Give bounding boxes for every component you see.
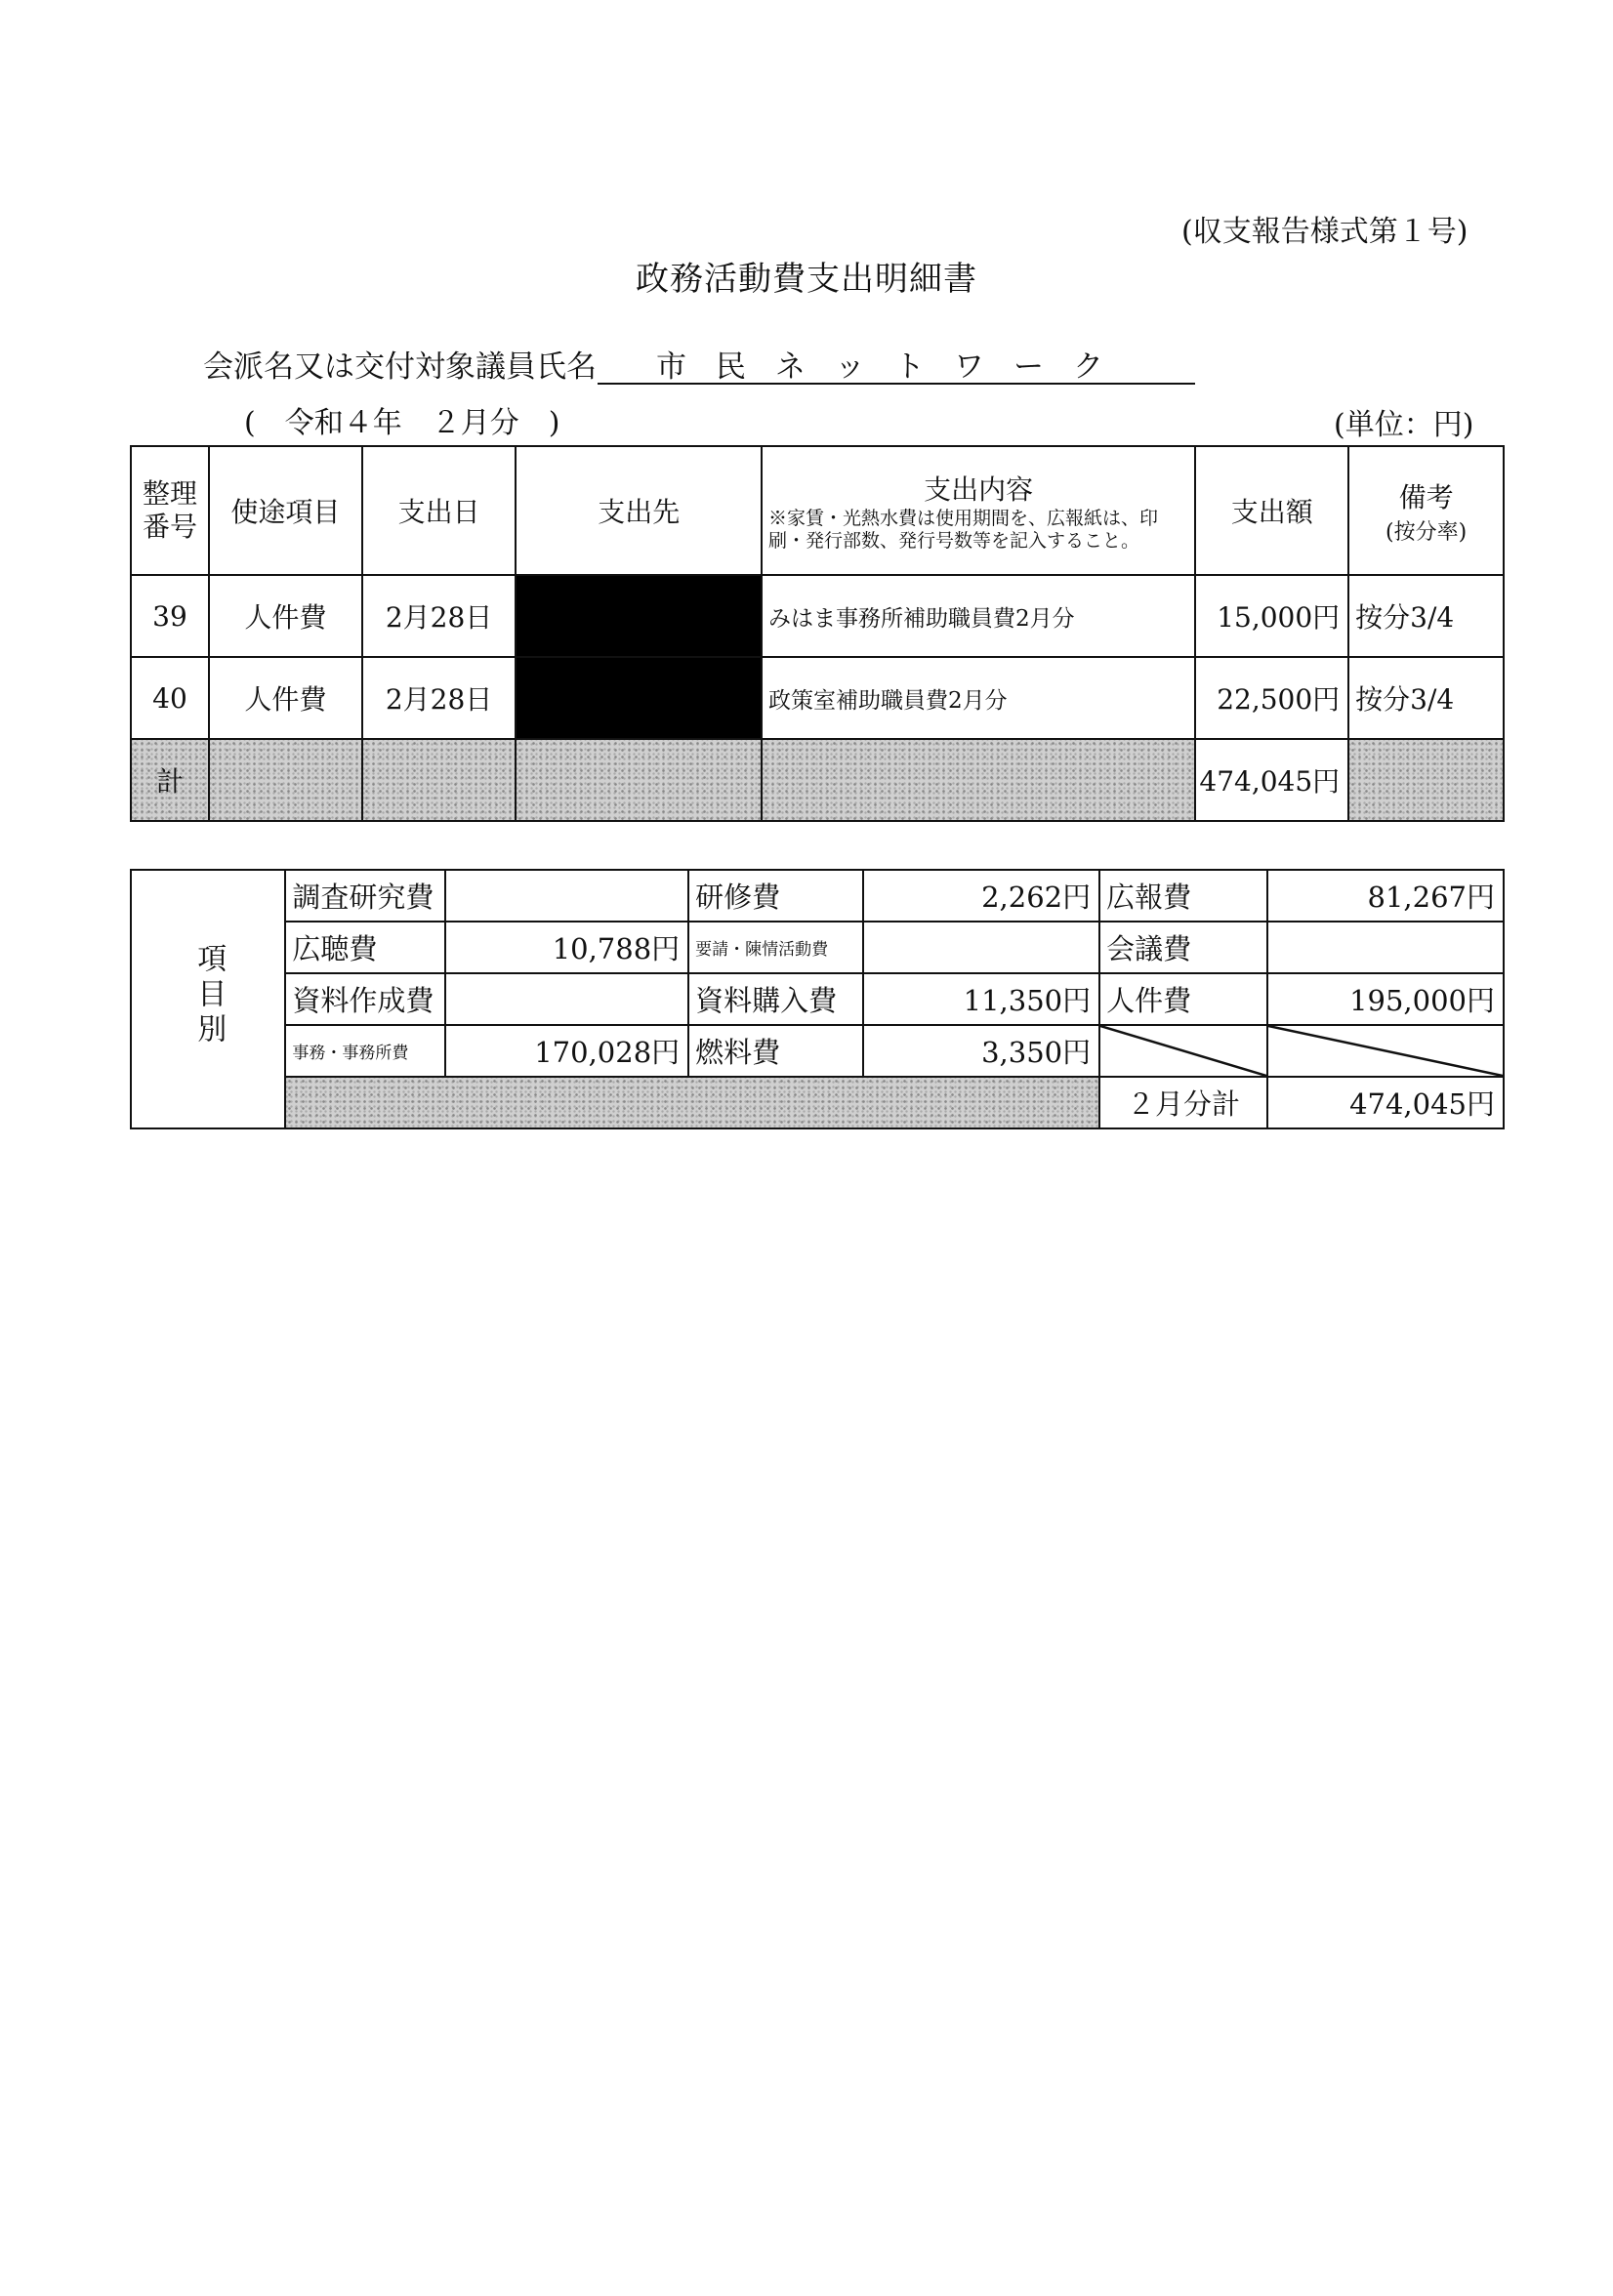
shaded-cell: [209, 739, 362, 821]
header-content: [762, 446, 1195, 575]
category-value: [445, 973, 688, 1025]
document-title: 政務活動費支出明細書: [636, 260, 977, 299]
shaded-cell: [362, 739, 517, 821]
redacted-payee: [516, 575, 762, 657]
expense-table: [130, 445, 1505, 822]
reporting-period: ( 令和４年 ２月分 ): [244, 406, 560, 440]
shaded-cell: [516, 739, 762, 821]
shaded-cell: [285, 1077, 1099, 1128]
category-value: 3,350円: [863, 1025, 1099, 1077]
category-label: 広聴費: [285, 922, 444, 973]
category-value: 11,350円: [863, 973, 1099, 1025]
category-row: [131, 870, 1504, 922]
category-value: [445, 870, 688, 922]
diagonal-blank-cell: [1099, 1025, 1267, 1077]
category-value: 2,262円: [863, 870, 1099, 922]
category-total-row: [131, 1077, 1504, 1128]
form-number: (収支報告様式第１号): [1181, 215, 1468, 249]
row-content: 政策室補助職員費2月分: [762, 657, 1195, 739]
category-row: [131, 922, 1504, 973]
unit-label: (単位：円): [1334, 408, 1474, 442]
category-side-label: 項目別: [131, 870, 285, 1128]
row-number: 39: [131, 575, 209, 657]
category-value: 10,788円: [445, 922, 688, 973]
redacted-payee: [516, 657, 762, 739]
header-content-title: 支出内容: [924, 473, 1034, 507]
expense-header-row: [131, 446, 1504, 575]
row-amount: 22,500円: [1195, 657, 1348, 739]
header-date: 支出日: [362, 446, 517, 575]
row-number: 40: [131, 657, 209, 739]
category-label: 資料作成費: [285, 973, 444, 1025]
category-label: 広報費: [1099, 870, 1267, 922]
row-date: 2月28日: [362, 575, 517, 657]
month-total-label: ２月分計: [1099, 1077, 1267, 1128]
row-category: 人件費: [209, 657, 362, 739]
month-total-value: 474,045円: [1267, 1077, 1504, 1128]
header-number: 整理番号: [131, 446, 209, 575]
total-row: [131, 739, 1504, 821]
category-label: 人件費: [1099, 973, 1267, 1025]
total-amount: 474,045円: [1195, 739, 1348, 821]
category-label: 会議費: [1099, 922, 1267, 973]
category-row: [131, 973, 1504, 1025]
faction-name: 市民ネットワーク: [598, 342, 1195, 385]
header-content-note: ※家賃・光熱水費は使用期間を、広報紙は、印刷・発行部数、発行号数等を記入すること。: [768, 508, 1159, 552]
category-label: 資料購入費: [688, 973, 863, 1025]
header-remarks-title: 備考: [1398, 480, 1454, 513]
category-label: 事務・事務所費: [285, 1025, 444, 1077]
shaded-cell: [1348, 739, 1504, 821]
row-remarks: 按分3/4: [1348, 575, 1504, 657]
category-value: [863, 922, 1099, 973]
total-label: 計: [131, 739, 209, 821]
row-content: みはま事務所補助職員費2月分: [762, 575, 1195, 657]
header-remarks: [1348, 446, 1504, 575]
row-remarks: 按分3/4: [1348, 657, 1504, 739]
row-amount: 15,000円: [1195, 575, 1348, 657]
table-row: [131, 575, 1504, 657]
shaded-cell: [762, 739, 1195, 821]
row-category: 人件費: [209, 575, 362, 657]
category-value: 81,267円: [1267, 870, 1504, 922]
category-summary-table: [130, 869, 1505, 1129]
header-remarks-note: (按分率): [1386, 519, 1468, 545]
category-value: [1267, 922, 1504, 973]
faction-label: 会派名又は交付対象議員氏名: [203, 349, 597, 385]
header-amount: 支出額: [1195, 446, 1348, 575]
header-payee: 支出先: [516, 446, 762, 575]
category-label: 調査研究費: [285, 870, 444, 922]
header-category: 使途項目: [209, 446, 362, 575]
category-value: 195,000円: [1267, 973, 1504, 1025]
category-label: 燃料費: [688, 1025, 863, 1077]
category-row: [131, 1025, 1504, 1077]
category-value: 170,028円: [445, 1025, 688, 1077]
table-row: [131, 657, 1504, 739]
diagonal-blank-cell: [1267, 1025, 1504, 1077]
category-label: 要請・陳情活動費: [688, 922, 863, 973]
category-label: 研修費: [688, 870, 863, 922]
row-date: 2月28日: [362, 657, 517, 739]
